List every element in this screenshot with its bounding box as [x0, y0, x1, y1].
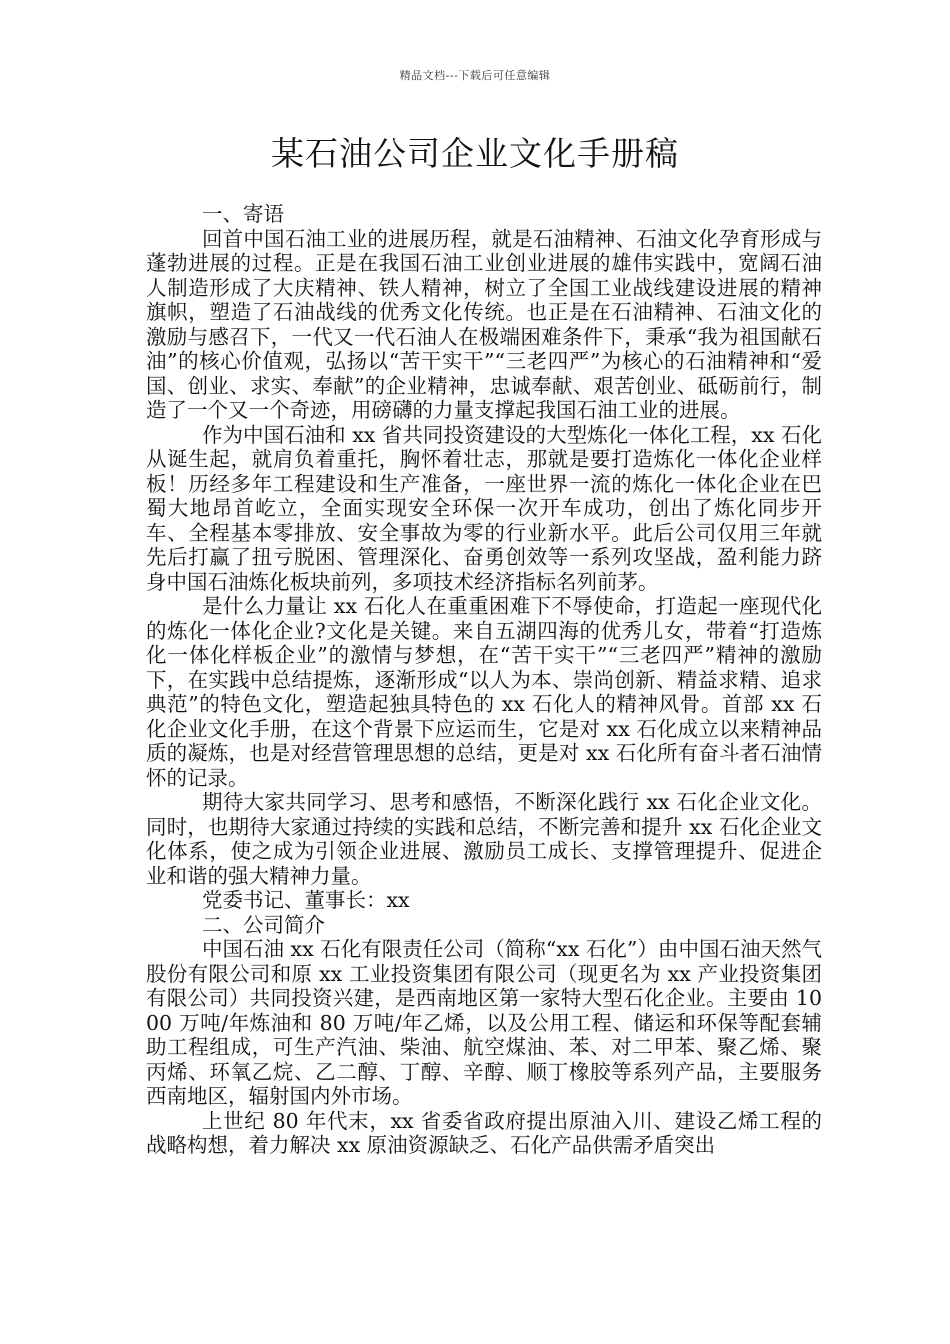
- paragraph: 期待大家共同学习、思考和感悟，不断深化践行 xx 石化企业文化。同时，也期待大家通过持续的实践和总结，不断完善和提升 xx 石化企业文化体系，使之成为引领企业进展、激励员工成长、支撑管理提升、促进企业和谐的强大精神力量。: [146, 790, 822, 888]
- paragraph: 中国石油 xx 石化有限责任公司（简称“xx 石化”）由中国石油天然气股份有限公司和原 xx 工业投资集团有限公司（现更名为 xx 产业投资集团有限公司）共同投资兴建，是西南地区第一家特大型石化企业。主要由 1000 万吨/年炼油和 80 万吨/年乙烯，以及公用工程、储运和环保等配套辅助工程组成，可生产汽油、柴油、航空煤油、苯、对二甲苯、聚乙烯、聚丙烯、环氧乙烷、乙二醇、丁醇、辛醇、顺丁橡胶等系列产品，主要服务西南地区，辐射国内外市场。: [146, 937, 822, 1108]
- paragraph: 是什么力量让 xx 石化人在重重困难下不辱使命，打造起一座现代化的炼化一体化企业?文化是关键。来自五湖四海的优秀儿女，带着“打造炼化一体化样板企业”的激情与梦想，在“苦干实干”“三老四严”精神的激励下，在实践中总结提炼，逐渐形成“以人为本、崇尚创新、精益求精、追求典范”的特色文化，塑造起独具特色的 xx 石化人的精神风骨。首部 xx 石化企业文化手册，在这个背景下应运而生，它是对 xx 石化成立以来精神品质的凝炼，也是对经营管理思想的总结，更是对 xx 石化所有奋斗者石油情怀的记录。: [146, 594, 822, 790]
- paragraph: 上世纪 80 年代末，xx 省委省政府提出原油入川、建设乙烯工程的战略构想，着力解决 xx 原油资源缺乏、石化产品供需矛盾突出: [146, 1108, 822, 1157]
- paragraph: 回首中国石油工业的进展历程，就是石油精神、石油文化孕育形成与蓬勃进展的过程。正是在我国石油工业创业进展的雄伟实践中，宽阔石油人制造形成了大庆精神、铁人精神，树立了全国工业战线建设进展的精神旗帜，塑造了石油战线的优秀文化传统。也正是在石油精神、石油文化的激励与感召下，一代又一代石油人在极端困难条件下，秉承“我为祖国献石油”的核心价值观，弘扬以“苦干实干”“三老四严”为核心的石油精神和“爱国、创业、求实、奉献”的企业精神，忠诚奉献、艰苦创业、砥砺前行，制造了一个又一个奇迹，用磅礴的力量支撑起我国石油工业的进展。: [146, 226, 822, 422]
- header-note: 精品文档---下载后可任意编辑: [399, 69, 551, 82]
- document-title: 某石油公司企业文化手册稿: [271, 134, 679, 173]
- section-heading-company-profile: 二、公司简介: [202, 912, 325, 937]
- document-body: [146, 202, 822, 1158]
- section-heading-preface: 一、寄语: [202, 202, 284, 226]
- signature-line: 党委书记、董事长：xx: [202, 888, 410, 912]
- paragraph: 作为中国石油和 xx 省共同投资建设的大型炼化一体化工程，xx 石化从诞生起，就肩负着重托，胸怀着壮志，那就是要打造炼化一体化企业样板！历经多年工程建设和生产准备，一座世界一流的炼化一体化企业在巴蜀大地昂首屹立，全面实现安全环保一次开车成功，创出了炼化同步开车、全程基本零排放、安全事故为零的行业新水平。此后公司仅用三年就先后打赢了扭亏脱困、管理深化、奋勇创效等一系列攻坚战，盈利能力跻身中国石油炼化板块前列，多项技术经济指标名列前茅。: [146, 422, 822, 594]
